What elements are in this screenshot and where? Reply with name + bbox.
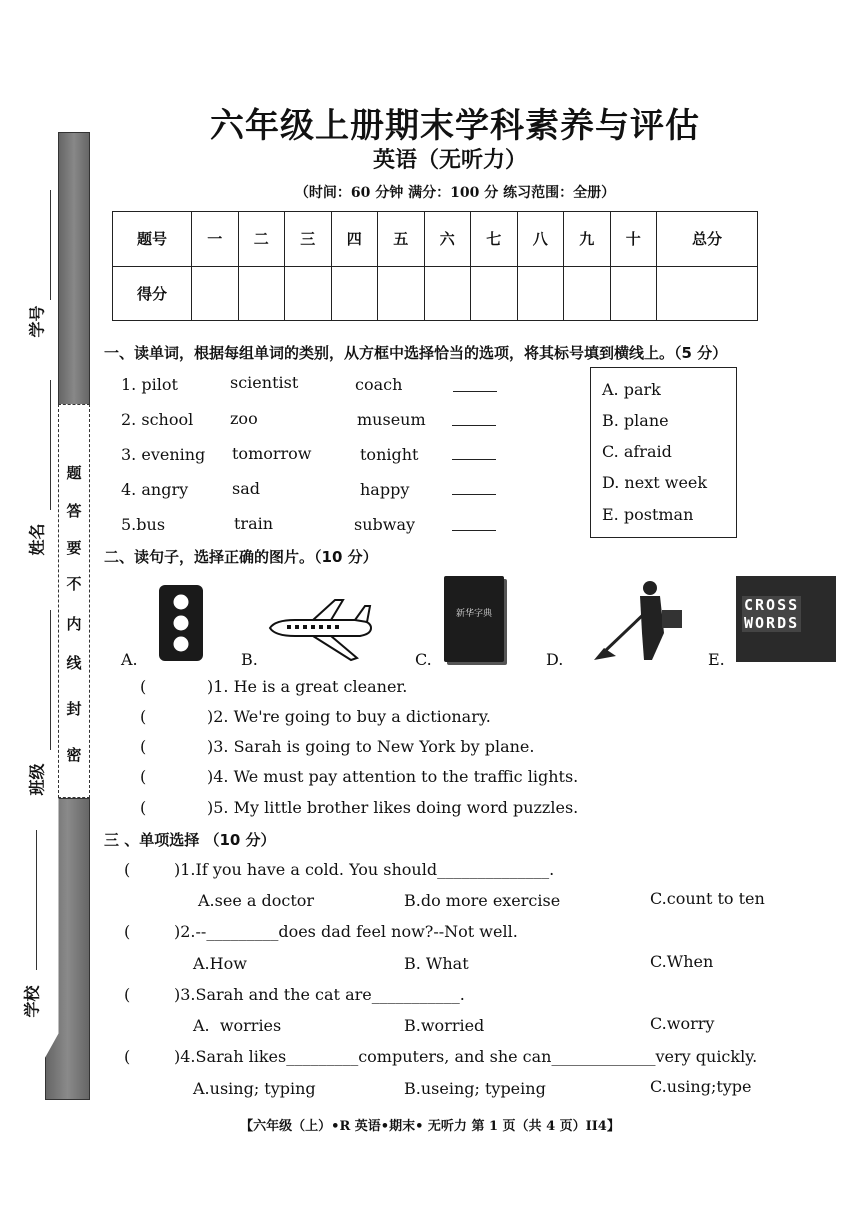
option-item: C. afraid (602, 442, 672, 461)
seal-char: 内 (66, 615, 82, 633)
table-header-cell: 四 (331, 212, 378, 267)
word: train (234, 514, 274, 533)
crossword-row: CROSS (744, 596, 800, 614)
seal-char: 封 (66, 700, 82, 718)
crossword-row: WORDS (744, 614, 800, 632)
dictionary-book-icon (444, 576, 504, 662)
answer-blank[interactable] (452, 530, 496, 531)
label-class: 班级 (27, 763, 47, 796)
page-title: 六年级上册期末学科素养与评估 (210, 106, 700, 146)
table-header-cell: 八 (517, 212, 564, 267)
exam-info: （时间：60 分钟 满分：100 分 练习范围：全册） (294, 185, 616, 201)
picture-letter: B. (241, 650, 258, 669)
word: 1. pilot (121, 375, 178, 394)
school-line (36, 830, 37, 970)
word: happy (360, 480, 410, 499)
word: 5.bus (121, 515, 166, 534)
word: 4. angry (121, 480, 189, 499)
word: 3. evening (121, 445, 206, 464)
table-header-cell: 七 (471, 212, 518, 267)
section1-heading: 一、读单词，根据每组单词的类别，从方框中选择恰当的选项，将其标号填到横线上。（5 分） (104, 344, 728, 362)
traffic-light-icon (157, 583, 205, 663)
table-header-cell: 九 (564, 212, 611, 267)
score-cell[interactable] (564, 266, 611, 321)
word: museum (357, 410, 426, 429)
score-cell[interactable] (285, 266, 332, 321)
table-header-cell: 总分 (657, 212, 758, 267)
answer-paren[interactable]: ( (140, 767, 147, 786)
table-header-cell: 一 (192, 212, 239, 267)
choice[interactable]: C.using;type (650, 1077, 752, 1096)
table-header-cell: 二 (238, 212, 285, 267)
dictionary-title: 新华字典 (455, 609, 492, 619)
page-subtitle: 英语（无听力） (372, 148, 527, 173)
answer-paren[interactable]: ( (124, 985, 131, 1004)
choice[interactable]: B. What (404, 954, 469, 973)
picture-letter: E. (708, 650, 725, 669)
label-name: 姓名 (27, 523, 47, 556)
table-header-cell: 题号 (113, 212, 192, 267)
seal-char: 不 (66, 575, 82, 593)
label-student-id: 学号 (27, 305, 47, 338)
page-footer: 【六年级（上）•R 英语•期末• 无听力 第 1 页（共 4 页）II4】 (240, 1119, 620, 1134)
option-item: D. next week (602, 473, 708, 492)
question-text: )4. We must pay attention to the traffic lights. (207, 767, 579, 786)
score-cell[interactable] (378, 266, 425, 321)
word: tomorrow (232, 444, 312, 463)
answer-paren[interactable]: ( (124, 922, 131, 941)
choice[interactable]: B.do more exercise (404, 891, 561, 910)
score-cell[interactable] (657, 266, 758, 321)
choice[interactable]: B.useing; typeing (404, 1079, 546, 1098)
choice[interactable]: A.How (193, 954, 247, 973)
answer-blank[interactable] (452, 425, 496, 426)
question-stem: )1.If you have a cold. You should______________. (174, 860, 555, 879)
table-header-cell: 六 (424, 212, 471, 267)
label-school: 学校 (22, 985, 42, 1018)
word: tonight (360, 445, 419, 464)
answer-blank[interactable] (452, 494, 496, 495)
word: subway (354, 515, 416, 534)
cleaner-icon (592, 578, 688, 662)
seal-char: 答 (66, 502, 82, 520)
score-cell[interactable] (424, 266, 471, 321)
binding-bar-bottom (45, 798, 90, 1100)
choice[interactable]: C.worry (650, 1014, 715, 1033)
score-row-label: 得分 (113, 266, 192, 321)
answer-paren[interactable]: ( (124, 1047, 131, 1066)
choice[interactable]: A.see a doctor (198, 891, 315, 910)
seal-char: 线 (66, 654, 82, 672)
airplane-icon (265, 598, 375, 662)
picture-letter: A. (121, 650, 138, 669)
word: sad (232, 479, 260, 498)
crossword-puzzle-icon (736, 576, 836, 662)
picture-letter: D. (546, 650, 564, 669)
picture-letter: C. (415, 650, 432, 669)
question-text: )2. We're going to buy a dictionary. (207, 707, 491, 726)
word: coach (355, 375, 403, 394)
answer-paren[interactable]: ( (140, 737, 147, 756)
answer-paren[interactable]: ( (140, 707, 147, 726)
choice[interactable]: A. worries (193, 1016, 282, 1035)
score-table (112, 211, 758, 321)
choice[interactable]: A.using; typing (193, 1079, 316, 1098)
binding-bar-top (58, 132, 90, 406)
seal-char: 密 (66, 746, 82, 764)
question-stem: )2.--_________does dad feel now?--Not well. (174, 922, 518, 941)
table-header-cell: 五 (378, 212, 425, 267)
question-stem: )3.Sarah and the cat are___________. (174, 985, 465, 1004)
score-cell[interactable] (192, 266, 239, 321)
question-stem: )4.Sarah likes_________computers, and she can_____________very quickly. (174, 1047, 758, 1066)
word: scientist (230, 373, 299, 392)
score-cell[interactable] (238, 266, 285, 321)
student-id-line (50, 190, 51, 300)
answer-blank[interactable] (453, 391, 497, 392)
answer-paren[interactable]: ( (140, 798, 147, 817)
score-cell[interactable] (331, 266, 378, 321)
word: 2. school (121, 410, 194, 429)
seal-char: 题 (66, 464, 82, 482)
option-item: B. plane (602, 411, 669, 430)
option-item: E. postman (602, 505, 694, 524)
option-item: A. park (602, 380, 661, 399)
score-cell[interactable] (610, 266, 657, 321)
section2-heading: 二、读句子，选择正确的图片。（10 分） (104, 548, 378, 566)
score-cell[interactable] (471, 266, 518, 321)
choice[interactable]: C.When (650, 952, 714, 971)
answer-paren[interactable]: ( (124, 860, 131, 879)
table-header-cell: 十 (610, 212, 657, 267)
table-header-cell: 三 (285, 212, 332, 267)
seal-char: 要 (66, 539, 82, 557)
section3-heading: 三 、单项选择 （10 分） (104, 831, 276, 849)
choice[interactable]: C.count to ten (650, 889, 765, 908)
question-text: )3. Sarah is going to New York by plane. (207, 737, 535, 756)
choice[interactable]: B.worried (404, 1016, 485, 1035)
answer-paren[interactable]: ( (140, 677, 147, 696)
answer-blank[interactable] (452, 459, 496, 460)
question-text: )1. He is a great cleaner. (207, 677, 408, 696)
name-line (50, 380, 51, 510)
question-text: )5. My little brother likes doing word puzzles. (207, 798, 579, 817)
class-line (50, 610, 51, 750)
word: zoo (230, 409, 258, 428)
score-cell[interactable] (517, 266, 564, 321)
